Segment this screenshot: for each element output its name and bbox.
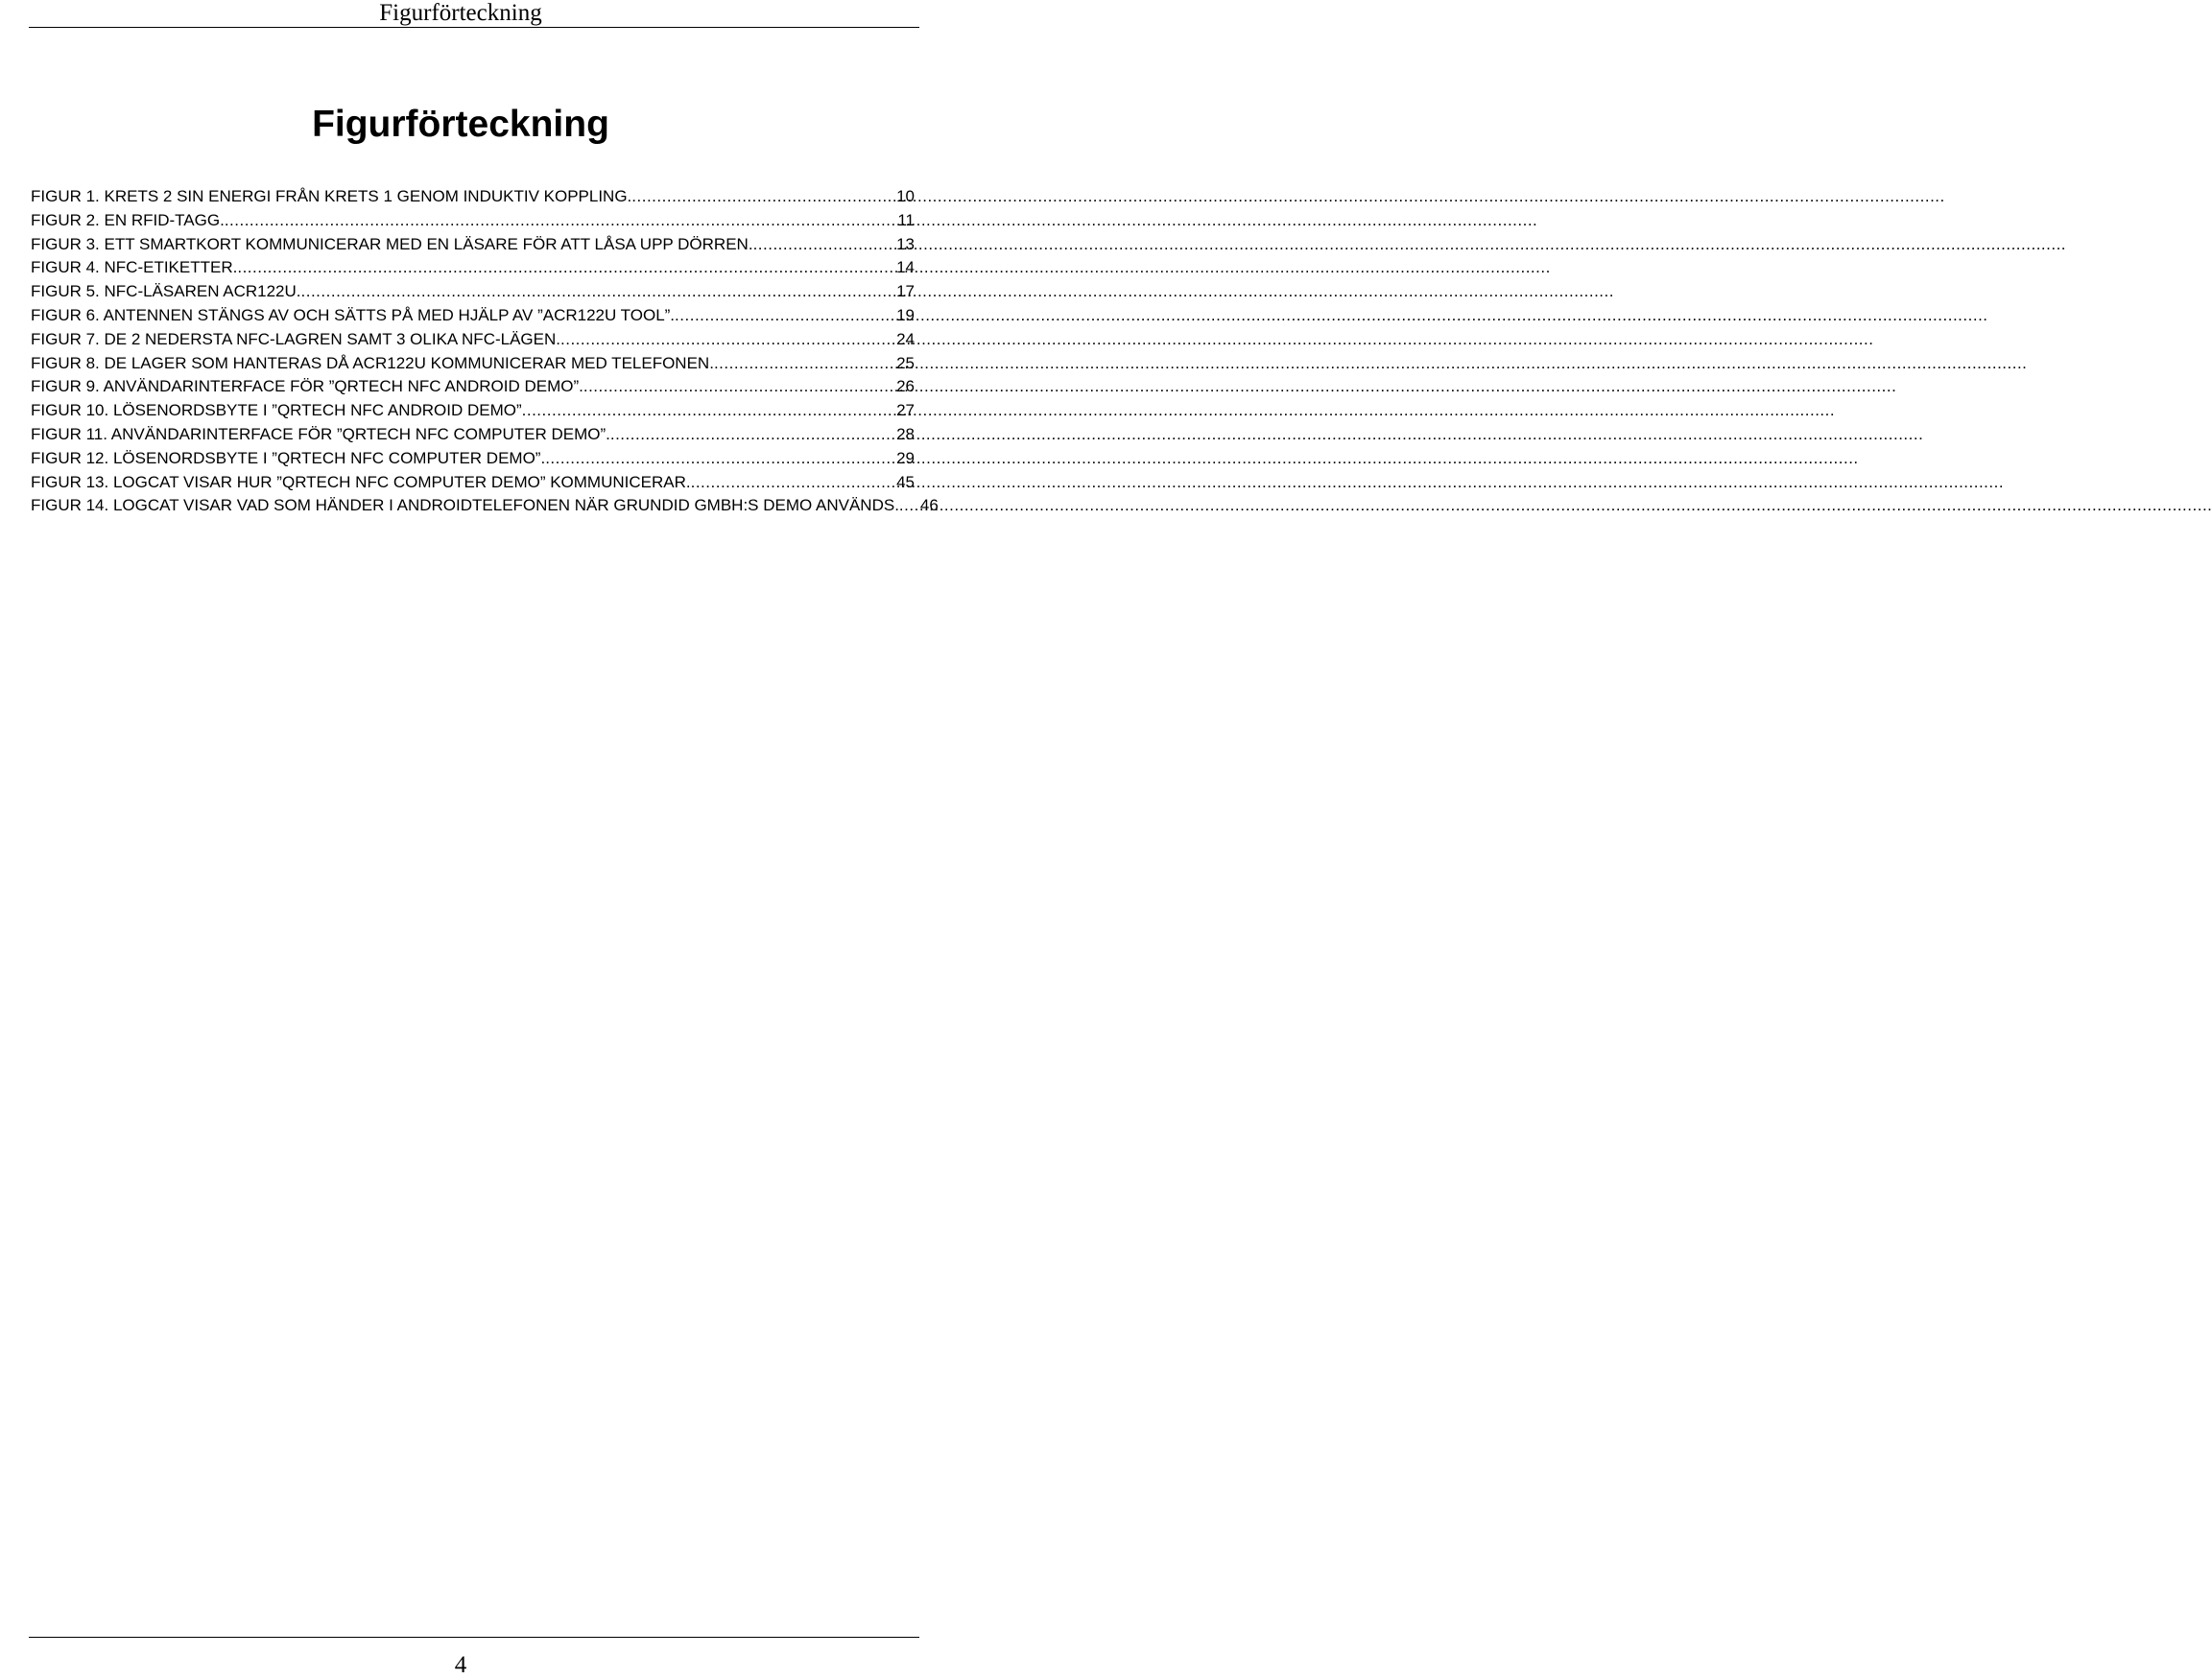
dot-leader bbox=[225, 209, 896, 233]
toc-entry[interactable] bbox=[31, 447, 915, 471]
toc-entry-text: FIGUR 1. KRETS 2 SIN ENERGI FRÅN KRETS 1 GENOM INDUKTIV KOPPLING. bbox=[31, 187, 632, 205]
toc-entry-page: 19 bbox=[896, 305, 915, 324]
dot-leader bbox=[522, 399, 894, 423]
dot-leader bbox=[560, 328, 894, 352]
toc-entry-text: FIGUR 5. NFC-LÄSAREN ACR122U. bbox=[31, 282, 301, 301]
dot-leader bbox=[301, 280, 895, 304]
toc-entry-page: 26 bbox=[896, 377, 915, 396]
dot-leader bbox=[610, 423, 894, 447]
toc-entry[interactable] bbox=[31, 233, 915, 257]
toc-entry[interactable] bbox=[31, 328, 915, 352]
dot-leader bbox=[899, 494, 918, 518]
toc-entry-text: FIGUR 7. DE 2 NEDERSTA NFC-LAGREN SAMT 3 OLIKA NFC-LÄGEN. bbox=[31, 329, 560, 348]
toc-entry[interactable] bbox=[31, 471, 915, 495]
toc-entry-page: 17 bbox=[896, 282, 915, 301]
header-divider bbox=[29, 27, 919, 28]
toc-entry-page: 46 bbox=[919, 496, 939, 515]
toc-entry-text: FIGUR 8. DE LAGER SOM HANTERAS DÅ ACR122U KOMMUNICERAR MED TELEFONEN. bbox=[31, 353, 714, 372]
toc-entry-text: FIGUR 4. NFC-ETIKETTER. bbox=[31, 258, 238, 277]
toc-entry-page: 14 bbox=[896, 258, 915, 277]
toc-entry[interactable] bbox=[31, 185, 915, 209]
toc-entry-text: FIGUR 12. LÖSENORDSBYTE I ”QRTECH NFC COMPUTER DEMO”. bbox=[31, 448, 546, 467]
toc-entry[interactable] bbox=[31, 399, 915, 423]
toc-entry-page: 25 bbox=[896, 353, 915, 372]
toc-entry-page: 27 bbox=[896, 401, 915, 420]
toc-entry-text: FIGUR 2. EN RFID-TAGG. bbox=[31, 210, 225, 229]
dot-leader bbox=[675, 304, 894, 328]
toc-entry[interactable] bbox=[31, 304, 915, 328]
toc-entry-page: 13 bbox=[896, 234, 915, 253]
toc-entry-text: FIGUR 3. ETT SMARTKORT KOMMUNICERAR MED EN LÄSARE FÖR ATT LÅSA UPP DÖRREN. bbox=[31, 234, 753, 253]
dot-leader bbox=[691, 471, 894, 495]
toc-entry[interactable] bbox=[31, 423, 915, 447]
toc-entry[interactable] bbox=[31, 375, 915, 399]
toc-entry[interactable] bbox=[31, 352, 915, 376]
toc-entry-text: FIGUR 6. ANTENNEN STÄNGS AV OCH SÄTTS PÅ MED HJÄLP AV ”ACR122U TOOL”. bbox=[31, 305, 676, 324]
toc-entry-text: FIGUR 10. LÖSENORDSBYTE I ”QRTECH NFC ANDROID DEMO” bbox=[31, 401, 522, 420]
toc-entry-page: 11 bbox=[897, 210, 915, 229]
dot-leader bbox=[545, 447, 894, 471]
dot-leader bbox=[753, 233, 895, 257]
dot-leader bbox=[237, 256, 894, 280]
toc-entry-page: 10 bbox=[896, 187, 915, 205]
toc-entry-page: 29 bbox=[896, 448, 915, 467]
dot-leader bbox=[631, 185, 894, 209]
list-of-figures bbox=[31, 185, 939, 518]
toc-entry-text: FIGUR 9. ANVÄNDARINTERFACE FÖR ”QRTECH NFC ANDROID DEMO”. bbox=[31, 377, 583, 396]
toc-entry[interactable] bbox=[31, 209, 915, 233]
toc-entry[interactable] bbox=[31, 256, 915, 280]
toc-entry-page: 24 bbox=[896, 329, 915, 348]
page-number: 4 bbox=[454, 1652, 467, 1678]
toc-entry-text: FIGUR 13. LOGCAT VISAR HUR ”QRTECH NFC COMPUTER DEMO” KOMMUNICERAR. bbox=[31, 472, 691, 491]
page-title: Figurförteckning bbox=[312, 104, 609, 145]
footer-divider bbox=[29, 1637, 919, 1638]
toc-entry-page: 28 bbox=[896, 424, 915, 443]
toc-entry[interactable] bbox=[31, 494, 939, 518]
dot-leader bbox=[583, 375, 894, 399]
dot-leader bbox=[714, 352, 894, 376]
toc-entry-text: FIGUR 11. ANVÄNDARINTERFACE FÖR ”QRTECH NFC COMPUTER DEMO”. bbox=[31, 424, 610, 443]
toc-entry[interactable] bbox=[31, 280, 915, 304]
toc-entry-text: FIGUR 14. LOGCAT VISAR VAD SOM HÄNDER I ANDROIDTELEFONEN NÄR GRUNDID GMBH:S DEMO ANVÄNDS. bbox=[31, 496, 899, 515]
running-header: Figurförteckning bbox=[379, 0, 542, 26]
toc-entry-page: 45 bbox=[896, 472, 915, 491]
